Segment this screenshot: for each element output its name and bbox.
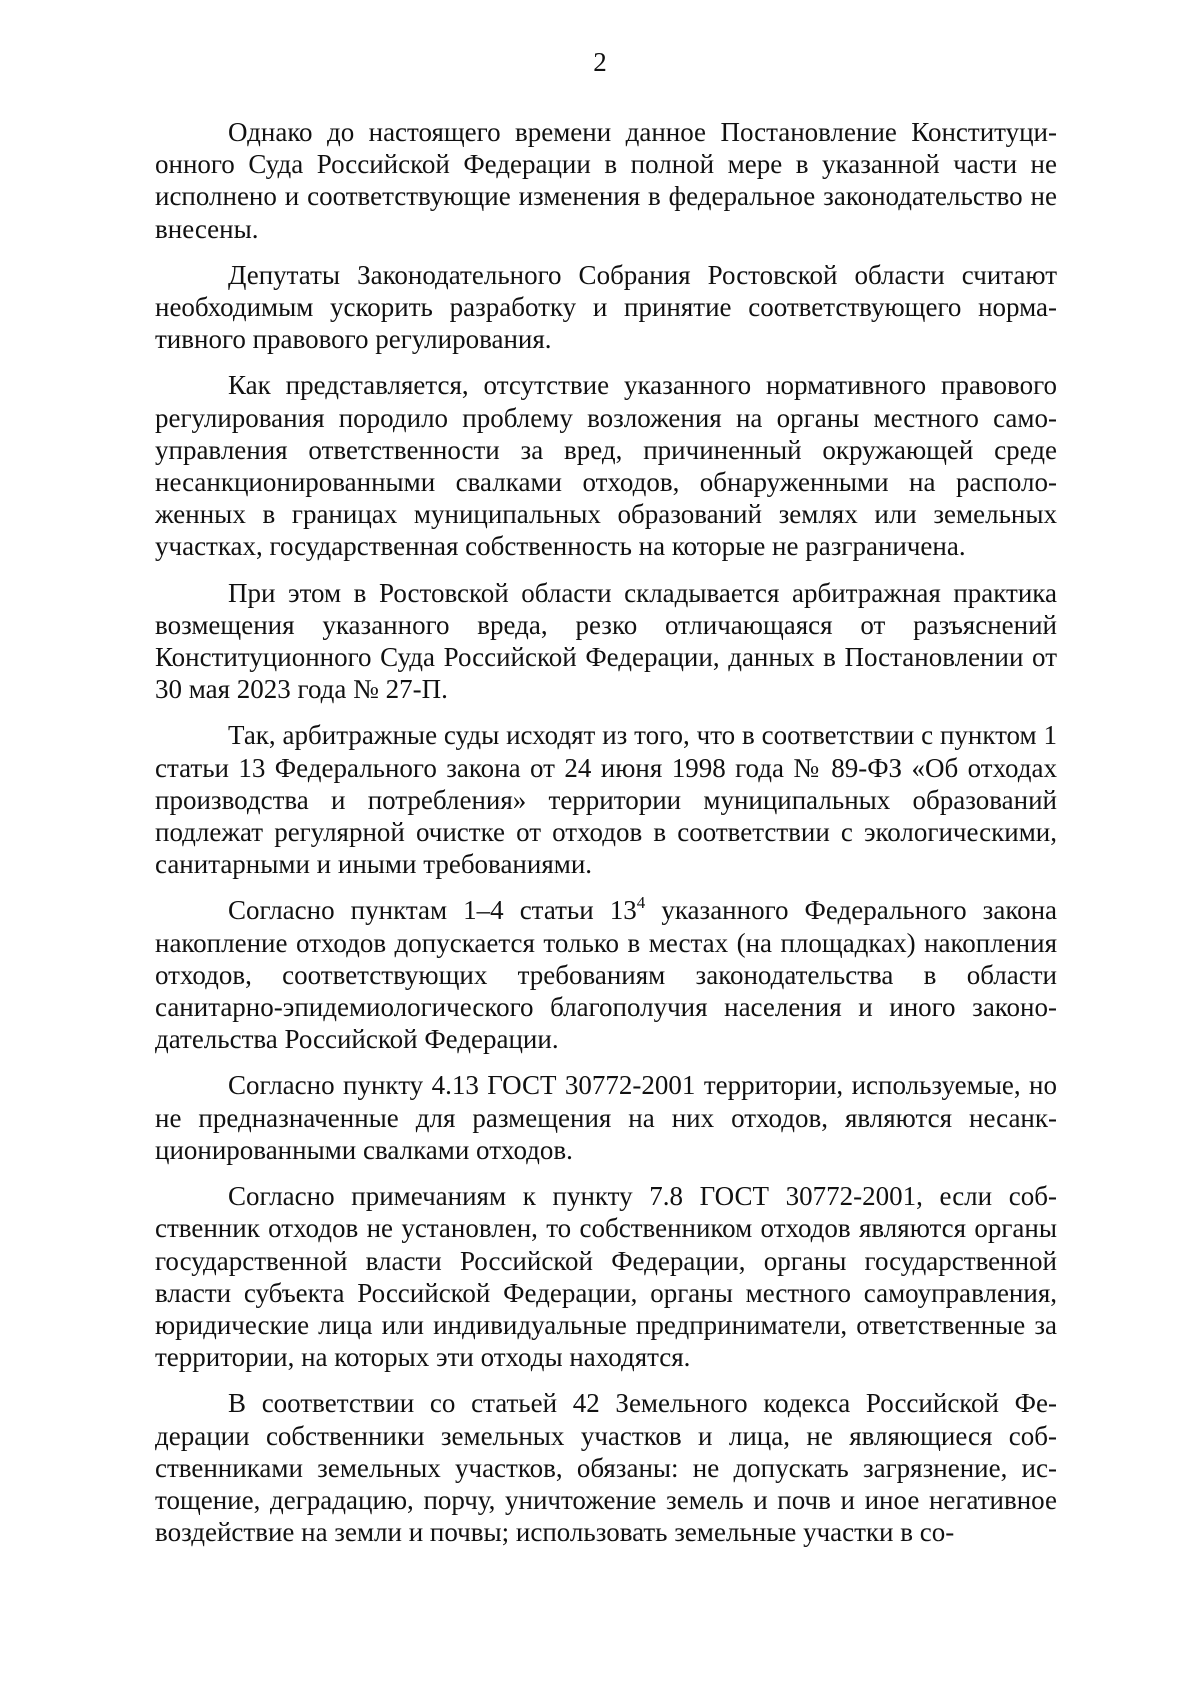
article-superscript: 4 — [636, 893, 646, 913]
paragraph-6-text-end: указанного Федерального закона накопление отходов допускается только в местах (на площадках) накопления отходов, соответствующих требованиям законодательства в области санитарно-эпидемиологического благополучия населения и иного законодательства Российской Федерации. — [155, 895, 1058, 1055]
paragraph-5: Так, арбитражные суды исходят из того, что в соответствии с пунктом 1 статьи 13 Федерального закона от 24 июня 1998 года № 89-ФЗ «Об отходах производства и потребления» территории муниципальных образований подлежат регулярной очистке от отходов в соответствии с экологическими, санитарными и иными требованиями. — [155, 720, 1057, 880]
paragraph-2: Депутаты Законодательного Собрания Ростовской области считают необходимым ускорить разработку и принятие соответствующего нормативного правового регулирования. — [155, 259, 1057, 355]
paragraph-6-text-start: Согласно пунктам 1–4 статьи 13 — [228, 895, 637, 926]
paragraph-9: В соответствии со статьей 42 Земельного кодекса Российской Федерации собственники земельных участков и лица, не являющиеся собственниками земельных участков, обязаны: не допускать загрязнение, истощение, деградацию, порчу, уничтожение земель и почв и иное негативное воздействие на земли и почвы; использовать земельные участки в со- — [155, 1388, 1057, 1548]
page-number: 2 — [593, 47, 607, 77]
paragraph-7: Согласно пункту 4.13 ГОСТ 30772-2001 территории, используемые, но не предназначенные для размещения на них отходов, являются несанкционированными свалками отходов. — [155, 1070, 1057, 1165]
paragraph-8: Согласно примечаниям к пункту 7.8 ГОСТ 30772-2001, если собственник отходов не установлен, то собственником отходов являются органы государственной власти Российской Федерации, органы государственной власти субъекта Российской Федерации, органы местного самоуправления, юридические лица или индивидуальные предприниматели, ответственные за территории, на которых эти отходы находятся. — [155, 1181, 1057, 1373]
paragraph-4: При этом в Ростовской области складывается арбитражная практика возмещения указанного вреда, резко отличающаяся от разъяснений Конституционного Суда Российской Федерации, данных в Постановлении от 30 мая 2023 года № 27-П. — [155, 577, 1057, 705]
paragraph-1: Однако до настоящего времени данное Постановление Конституционного Суда Российской Федерации в полной мере в указанной части не исполнено и соответствующие изменения в федеральное законодательство не внесены. — [155, 117, 1057, 244]
paragraph-3: Как представляется, отсутствие указанного нормативного правового регулирования породило проблему возложения на органы местного самоуправления ответственности за вред, причиненный окружающей среде несанкционированными свалками отходов, обнаруженными на расположенных в границах муниципальных образований землях или земельных участках, государственная собственность на которые не разграничена. — [155, 370, 1057, 562]
document-body — [155, 116, 1057, 1562]
paragraph-6 — [155, 894, 1057, 1055]
